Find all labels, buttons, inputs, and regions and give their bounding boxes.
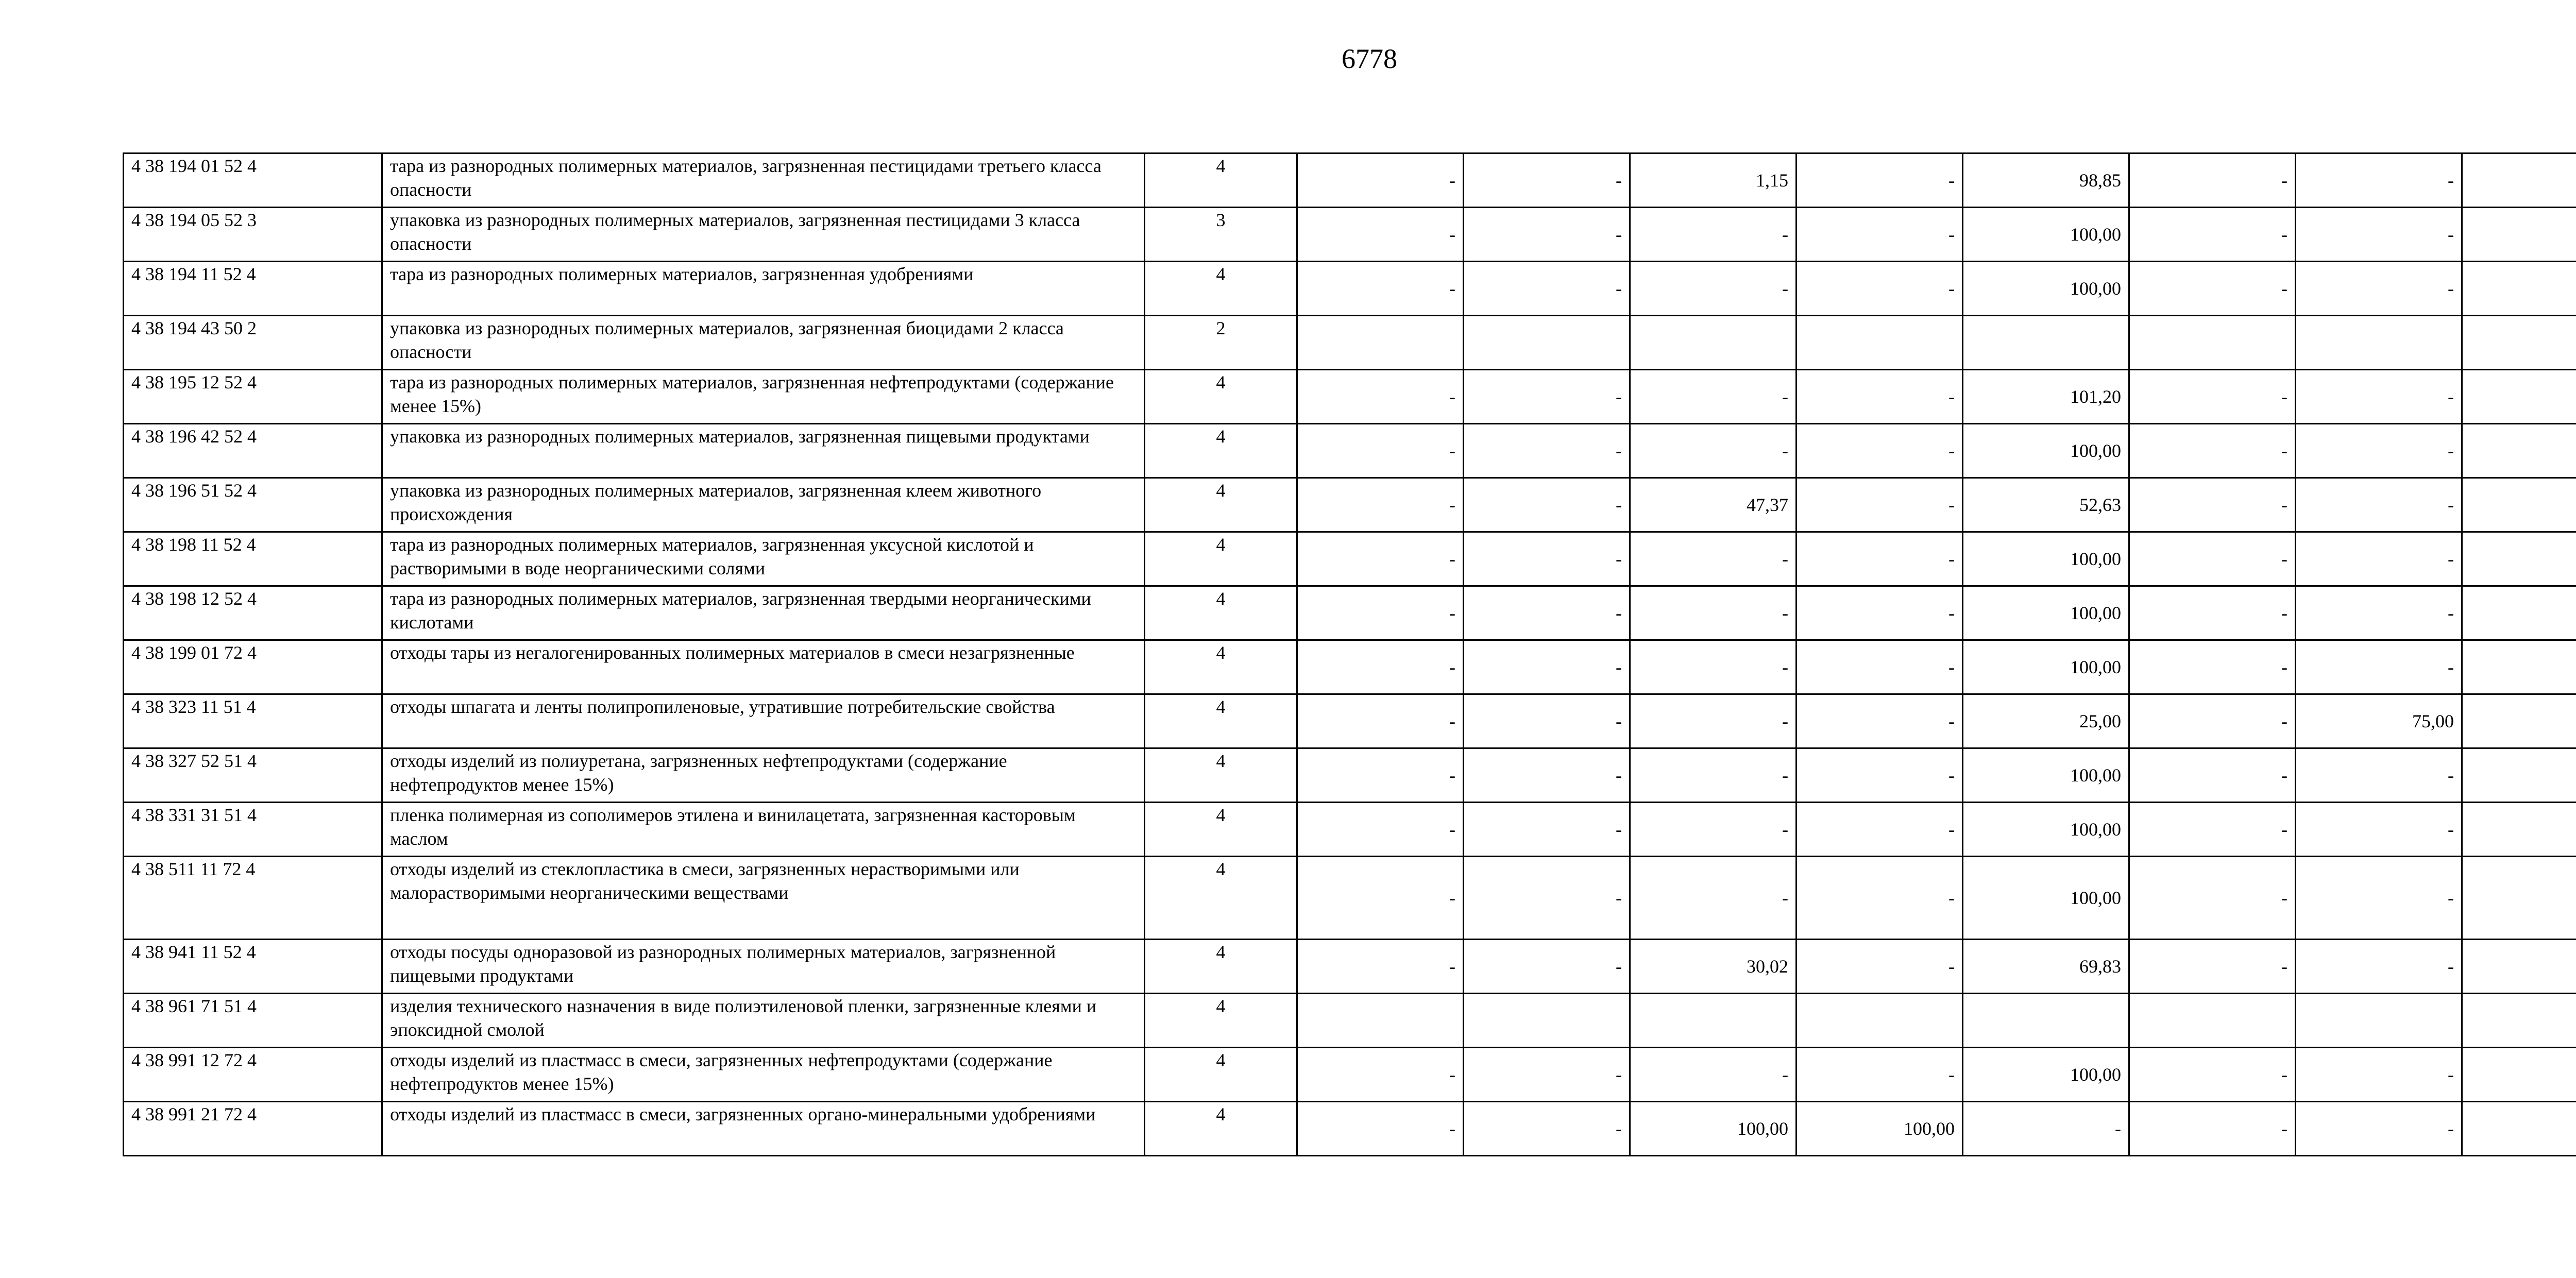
- value-cell: -: [1464, 262, 1630, 316]
- value-cell: [2462, 748, 2576, 803]
- value-cell: -: [1464, 586, 1630, 640]
- value-cell: -: [1297, 586, 1464, 640]
- table-row: [124, 748, 2576, 803]
- value-cell: 75,00: [2296, 694, 2462, 748]
- value-cell: -: [2129, 586, 2296, 640]
- value-cell: [2296, 994, 2462, 1048]
- value-cell: [2462, 262, 2576, 316]
- value-cell: -: [2129, 748, 2296, 803]
- value-cell: -: [1464, 803, 1630, 857]
- value-cell: [2129, 316, 2296, 370]
- value-cell: -: [1797, 586, 1963, 640]
- waste-name-cell: тара из разнородных полимерных материалов, загрязненная пестицидами третьего класса опасности: [382, 154, 1145, 208]
- value-cell: -: [1797, 640, 1963, 694]
- value-cell: [1630, 994, 1797, 1048]
- value-cell: -: [1797, 424, 1963, 478]
- value-cell: [2462, 586, 2576, 640]
- waste-code-cell: 4 38 961 71 51 4: [124, 994, 382, 1048]
- hazard-class-cell: 4: [1145, 154, 1297, 208]
- value-cell: 100,00: [1630, 1102, 1797, 1156]
- waste-table: [123, 152, 2576, 1156]
- hazard-class-cell: 4: [1145, 370, 1297, 424]
- table-row: [124, 994, 2576, 1048]
- hazard-class-cell: 4: [1145, 586, 1297, 640]
- value-cell: [1963, 994, 2129, 1048]
- waste-name-cell: тара из разнородных полимерных материалов, загрязненная нефтепродуктами (содержание менее 15%): [382, 370, 1145, 424]
- waste-name-cell: отходы тары из негалогенированных полимерных материалов в смеси незагрязненные: [382, 640, 1145, 694]
- value-cell: -: [2296, 586, 2462, 640]
- value-cell: -: [2129, 262, 2296, 316]
- value-cell: -: [1464, 940, 1630, 994]
- value-cell: -: [1630, 532, 1797, 586]
- value-cell: [2462, 640, 2576, 694]
- value-cell: -: [2129, 478, 2296, 532]
- value-cell: [2462, 208, 2576, 262]
- value-cell: -: [1630, 208, 1797, 262]
- table-row: [124, 857, 2576, 940]
- value-cell: 1,15: [1630, 154, 1797, 208]
- table-row: [124, 208, 2576, 262]
- hazard-class-cell: 4: [1145, 803, 1297, 857]
- value-cell: [2462, 994, 2576, 1048]
- waste-name-cell: тара из разнородных полимерных материалов, загрязненная твердыми неорганическими кислотами: [382, 586, 1145, 640]
- value-cell: -: [1297, 857, 1464, 940]
- value-cell: -: [2296, 478, 2462, 532]
- hazard-class-cell: 4: [1145, 694, 1297, 748]
- value-cell: 100,00: [1963, 857, 2129, 940]
- waste-name-cell: упаковка из разнородных полимерных материалов, загрязненная клеем животного происхождения: [382, 478, 1145, 532]
- value-cell: 100,00: [1963, 208, 2129, 262]
- value-cell: [2462, 694, 2576, 748]
- table-row: [124, 940, 2576, 994]
- value-cell: -: [2296, 262, 2462, 316]
- hazard-class-cell: 4: [1145, 640, 1297, 694]
- value-cell: [1297, 316, 1464, 370]
- value-cell: 100,00: [1963, 262, 2129, 316]
- value-cell: 69,83: [1963, 940, 2129, 994]
- value-cell: -: [1797, 154, 1963, 208]
- value-cell: -: [1797, 532, 1963, 586]
- hazard-class-cell: 4: [1145, 478, 1297, 532]
- value-cell: -: [1297, 532, 1464, 586]
- value-cell: -: [1797, 803, 1963, 857]
- value-cell: -: [1297, 424, 1464, 478]
- value-cell: 25,00: [1963, 694, 2129, 748]
- value-cell: [2462, 370, 2576, 424]
- hazard-class-cell: 4: [1145, 262, 1297, 316]
- value-cell: 100,00: [1963, 532, 2129, 586]
- value-cell: -: [1464, 154, 1630, 208]
- value-cell: 30,02: [1630, 940, 1797, 994]
- value-cell: -: [2129, 694, 2296, 748]
- table-row: [124, 154, 2576, 208]
- waste-name-cell: отходы изделий из пластмасс в смеси, загрязненных нефтепродуктами (содержание нефтепродуктов менее 15%): [382, 1048, 1145, 1102]
- value-cell: -: [1797, 1048, 1963, 1102]
- value-cell: -: [1464, 640, 1630, 694]
- value-cell: 101,20: [1963, 370, 2129, 424]
- value-cell: -: [1297, 262, 1464, 316]
- waste-code-cell: 4 38 323 11 51 4: [124, 694, 382, 748]
- hazard-class-cell: 4: [1145, 994, 1297, 1048]
- value-cell: -: [1963, 1102, 2129, 1156]
- value-cell: -: [2129, 857, 2296, 940]
- value-cell: -: [2296, 1048, 2462, 1102]
- value-cell: -: [1630, 803, 1797, 857]
- value-cell: -: [1297, 694, 1464, 748]
- value-cell: -: [2296, 857, 2462, 940]
- waste-code-cell: 4 38 941 11 52 4: [124, 940, 382, 994]
- value-cell: -: [2296, 370, 2462, 424]
- value-cell: -: [1797, 262, 1963, 316]
- value-cell: -: [1797, 857, 1963, 940]
- value-cell: -: [1630, 370, 1797, 424]
- value-cell: 100,00: [1797, 1102, 1963, 1156]
- value-cell: -: [1464, 478, 1630, 532]
- hazard-class-cell: 4: [1145, 1102, 1297, 1156]
- hazard-class-cell: 2: [1145, 316, 1297, 370]
- waste-code-cell: 4 38 991 12 72 4: [124, 1048, 382, 1102]
- value-cell: -: [1630, 262, 1797, 316]
- waste-code-cell: 4 38 196 51 52 4: [124, 478, 382, 532]
- waste-code-cell: 4 38 198 12 52 4: [124, 586, 382, 640]
- table-row: [124, 370, 2576, 424]
- value-cell: 100,00: [1963, 424, 2129, 478]
- value-cell: 98,85: [1963, 154, 2129, 208]
- value-cell: 100,00: [1963, 748, 2129, 803]
- value-cell: 100,00: [1963, 586, 2129, 640]
- value-cell: -: [1464, 1102, 1630, 1156]
- value-cell: -: [1630, 1048, 1797, 1102]
- value-cell: -: [1464, 208, 1630, 262]
- value-cell: -: [1297, 748, 1464, 803]
- waste-name-cell: пленка полимерная из сополимеров этилена и винилацетата, загрязненная касторовым маслом: [382, 803, 1145, 857]
- value-cell: [1797, 316, 1963, 370]
- waste-name-cell: изделия технического назначения в виде полиэтиленовой пленки, загрязненные клеями и эпоксидной смолой: [382, 994, 1145, 1048]
- value-cell: -: [1297, 640, 1464, 694]
- waste-code-cell: 4 38 991 21 72 4: [124, 1102, 382, 1156]
- value-cell: [2462, 532, 2576, 586]
- table-row: [124, 532, 2576, 586]
- waste-name-cell: упаковка из разнородных полимерных материалов, загрязненная пестицидами 3 класса опасности: [382, 208, 1145, 262]
- value-cell: -: [2296, 208, 2462, 262]
- value-cell: [2462, 857, 2576, 940]
- waste-code-cell: 4 38 196 42 52 4: [124, 424, 382, 478]
- hazard-class-cell: 4: [1145, 857, 1297, 940]
- waste-name-cell: упаковка из разнородных полимерных материалов, загрязненная биоцидами 2 класса опасности: [382, 316, 1145, 370]
- value-cell: -: [1297, 940, 1464, 994]
- value-cell: -: [1797, 748, 1963, 803]
- value-cell: [1630, 316, 1797, 370]
- table-row: [124, 694, 2576, 748]
- value-cell: -: [2296, 748, 2462, 803]
- value-cell: -: [1630, 586, 1797, 640]
- waste-code-cell: 4 38 194 43 50 2: [124, 316, 382, 370]
- value-cell: -: [1297, 478, 1464, 532]
- value-cell: -: [1464, 1048, 1630, 1102]
- value-cell: -: [2129, 803, 2296, 857]
- value-cell: [2462, 803, 2576, 857]
- value-cell: [1963, 316, 2129, 370]
- value-cell: -: [2296, 940, 2462, 994]
- waste-name-cell: отходы шпагата и ленты полипропиленовые, утратившие потребительские свойства: [382, 694, 1145, 748]
- value-cell: -: [2129, 532, 2296, 586]
- value-cell: [2462, 1102, 2576, 1156]
- waste-code-cell: 4 38 199 01 72 4: [124, 640, 382, 694]
- waste-code-cell: 4 38 511 11 72 4: [124, 857, 382, 940]
- value-cell: -: [1464, 694, 1630, 748]
- value-cell: [1797, 994, 1963, 1048]
- waste-name-cell: тара из разнородных полимерных материалов, загрязненная уксусной кислотой и растворимыми в воде неорганическими солями: [382, 532, 1145, 586]
- table-row: [124, 586, 2576, 640]
- waste-code-cell: 4 38 194 11 52 4: [124, 262, 382, 316]
- value-cell: -: [1797, 370, 1963, 424]
- value-cell: -: [2129, 640, 2296, 694]
- value-cell: -: [2296, 803, 2462, 857]
- value-cell: 100,00: [1963, 803, 2129, 857]
- value-cell: -: [1797, 208, 1963, 262]
- value-cell: 47,37: [1630, 478, 1797, 532]
- waste-code-cell: 4 38 198 11 52 4: [124, 532, 382, 586]
- waste-code-cell: 4 38 327 52 51 4: [124, 748, 382, 803]
- value-cell: [2462, 316, 2576, 370]
- value-cell: -: [1797, 694, 1963, 748]
- waste-name-cell: упаковка из разнородных полимерных материалов, загрязненная пищевыми продуктами: [382, 424, 1145, 478]
- value-cell: -: [2296, 640, 2462, 694]
- value-cell: 100,00: [1963, 1048, 2129, 1102]
- value-cell: -: [1297, 370, 1464, 424]
- hazard-class-cell: 4: [1145, 532, 1297, 586]
- value-cell: -: [1797, 478, 1963, 532]
- waste-code-cell: 4 38 195 12 52 4: [124, 370, 382, 424]
- value-cell: [1464, 994, 1630, 1048]
- value-cell: [2462, 1048, 2576, 1102]
- value-cell: -: [2129, 1102, 2296, 1156]
- hazard-class-cell: 4: [1145, 748, 1297, 803]
- value-cell: -: [2129, 154, 2296, 208]
- value-cell: -: [1464, 748, 1630, 803]
- waste-code-cell: 4 38 194 01 52 4: [124, 154, 382, 208]
- hazard-class-cell: 3: [1145, 208, 1297, 262]
- value-cell: -: [1464, 370, 1630, 424]
- hazard-class-cell: 4: [1145, 424, 1297, 478]
- value-cell: -: [2129, 424, 2296, 478]
- value-cell: -: [1297, 803, 1464, 857]
- value-cell: [2129, 994, 2296, 1048]
- value-cell: -: [1464, 857, 1630, 940]
- value-cell: [2462, 940, 2576, 994]
- waste-name-cell: отходы изделий из стеклопластика в смеси, загрязненных нерастворимыми или малорастворимыми неорганическими веществами: [382, 857, 1145, 940]
- value-cell: 52,63: [1963, 478, 2129, 532]
- waste-code-cell: 4 38 331 31 51 4: [124, 803, 382, 857]
- hazard-class-cell: 4: [1145, 1048, 1297, 1102]
- value-cell: -: [1297, 1048, 1464, 1102]
- value-cell: -: [1630, 424, 1797, 478]
- value-cell: -: [1297, 154, 1464, 208]
- waste-name-cell: тара из разнородных полимерных материалов, загрязненная удобрениями: [382, 262, 1145, 316]
- waste-name-cell: отходы посуды одноразовой из разнородных полимерных материалов, загрязненной пищевыми продуктами: [382, 940, 1145, 994]
- value-cell: 100,00: [1963, 640, 2129, 694]
- table-row: [124, 316, 2576, 370]
- table-row: [124, 478, 2576, 532]
- table-row: [124, 640, 2576, 694]
- value-cell: -: [2129, 940, 2296, 994]
- value-cell: -: [2296, 154, 2462, 208]
- table-body: [124, 154, 2576, 1156]
- value-cell: -: [2296, 424, 2462, 478]
- hazard-class-cell: 4: [1145, 940, 1297, 994]
- value-cell: -: [1797, 940, 1963, 994]
- value-cell: [2462, 424, 2576, 478]
- table-row: [124, 262, 2576, 316]
- table-row: [124, 1048, 2576, 1102]
- waste-name-cell: отходы изделий из полиуретана, загрязненных нефтепродуктами (содержание нефтепродуктов менее 15%): [382, 748, 1145, 803]
- table-row: [124, 424, 2576, 478]
- page-number: 6778: [1342, 43, 1397, 74]
- value-cell: -: [1297, 1102, 1464, 1156]
- waste-name-cell: отходы изделий из пластмасс в смеси, загрязненных органо-минеральными удобрениями: [382, 1102, 1145, 1156]
- value-cell: -: [2129, 208, 2296, 262]
- value-cell: -: [2129, 1048, 2296, 1102]
- waste-code-cell: 4 38 194 05 52 3: [124, 208, 382, 262]
- value-cell: [1464, 316, 1630, 370]
- value-cell: [2462, 154, 2576, 208]
- value-cell: -: [2296, 1102, 2462, 1156]
- value-cell: [2462, 478, 2576, 532]
- value-cell: -: [1630, 640, 1797, 694]
- value-cell: -: [2129, 370, 2296, 424]
- value-cell: -: [1297, 208, 1464, 262]
- table-row: [124, 803, 2576, 857]
- value-cell: [1297, 994, 1464, 1048]
- table-row: [124, 1102, 2576, 1156]
- value-cell: -: [1464, 424, 1630, 478]
- value-cell: -: [1464, 532, 1630, 586]
- value-cell: -: [1630, 694, 1797, 748]
- value-cell: [2296, 316, 2462, 370]
- value-cell: -: [2296, 532, 2462, 586]
- value-cell: -: [1630, 748, 1797, 803]
- value-cell: -: [1630, 857, 1797, 940]
